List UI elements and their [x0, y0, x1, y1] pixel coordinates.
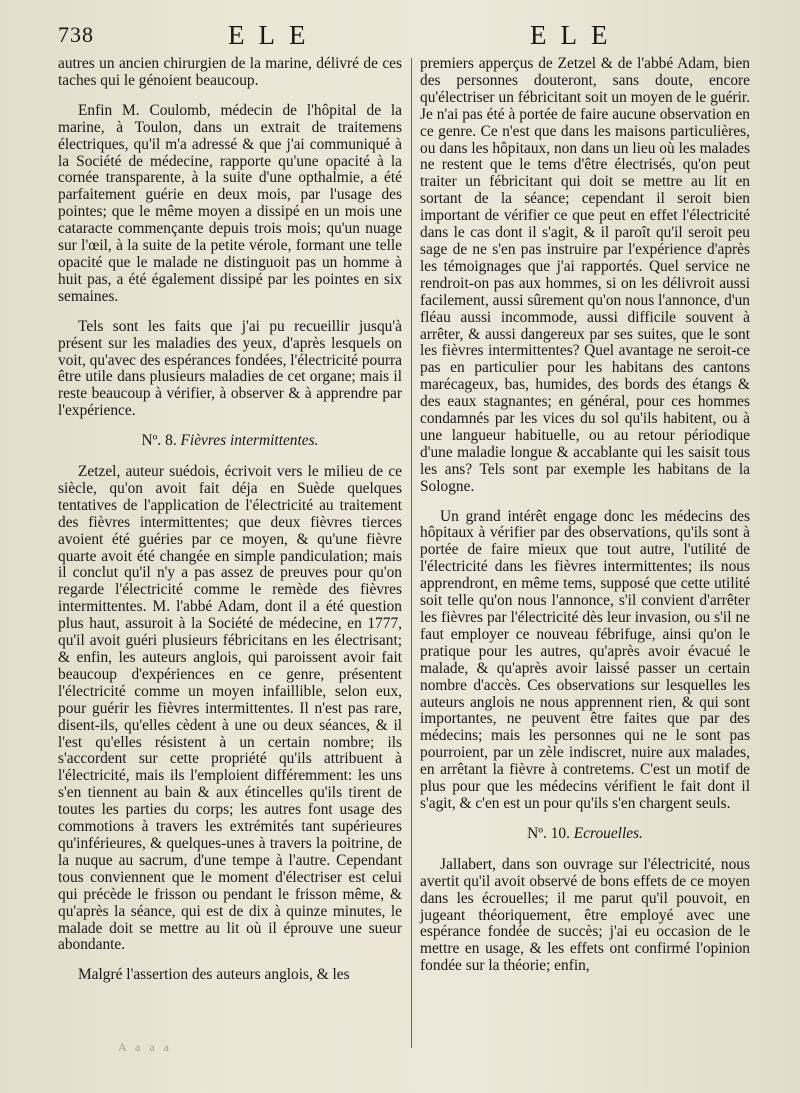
page-number: 738 [58, 22, 94, 47]
left-column [58, 56, 402, 997]
paragraph: Tels sont les faits que j'ai pu recueillir jusqu'à présent sur les maladies des yeux, d'après lesquels on voit, qu'avec des espérances fondées, l'électricité pourra être utile dans plusieurs maladies de cet organe; mais il reste beaucoup à vérifier, à observer & à apprendre par l'expérience. [58, 317, 402, 420]
column-divider [411, 58, 412, 1048]
signature-mark: A a a a [118, 1040, 172, 1054]
running-head-right: ELE [530, 20, 622, 50]
section-number: Nº. 10. [527, 824, 570, 842]
paragraph: Un grand intérêt engage donc les médecins des hôpitaux à vérifier par des observations, qu'ils sont à portée de faire mieux que tout autre, l'utilité de l'électricité dans les fièvres intermittentes; ils nous apprendront, en même tems, supposé que cette utilité soit telle qu'on nous l'annonce, s'il convient d'arrêter les fièvres par l'électricité dès leur invasion, ou s'il ne faut employer ce nouveau fébrifuge, ainsi qu'on le pratique pour les autres, qu'après avoir évacué le malade, & qu'après avoir laissé passer un certain nombre d'accès. Ces observations sur lesquelles les auteurs anglois ne nous apprennent rien, & qui sont importantes, ne peuvent être faites que par des médecins; mais les personnes qui ne le sont pas pourroient, par un zèle indiscret, nuire aux malades, en arrêtant la fièvre à contretems. C'est un motif de plus pour que les médecins vérifient le fait dont il s'agit, & c'en est un pour qu'ils s'en chargent seuls. [420, 507, 750, 812]
paragraph: Jallabert, dans son ouvrage sur l'électricité, nous avertit qu'il avoit observé de bons effets de ce moyen dans les écrouelles; il me parut qu'il pouvoit, en jugeant théoriquement, être employé avec une espérance fondée de succès; j'ai eu occasion de le mettre en usage, & les effets ont confirmé l'opinion fondée sur la théorie; enfin, [420, 855, 750, 975]
right-column [420, 56, 750, 988]
paragraph: autres un ancien chirurgien de la marine, délivré de ces taches qui le génoient beaucoup. [58, 55, 402, 89]
paragraph: premiers apperçus de Zetzel & de l'abbé Adam, bien des personnes douteront, sans doute, encore qu'électriser un fébricitant soit un moyen de le guérir. Je n'ai pas été à portée de faire aucune observation en ce genre. Ce n'est que dans les maisons particulières, ou dans les hôpitaux, non dans un lieu où les malades ne restent que le tems d'être électrisés, qu'on peut traiter un fébricitant qui doit se mettre au lit en sortant de la séance; cependant il seroit bien important de vérifier ce que peut en effet l'électricité dans le cas dont il s'agit, & il paroît qu'il seroit peu sage de ne s'en pas instruire par l'expérience d'après les témoignages que j'ai rapportés. Quel service ne rendroit-on pas aux hommes, si on les délivroit aussi facilement, aussi sûrement qu'on nous l'annonce, d'un fléau aussi incommode, aussi difficile souvent à arrêter, & aussi dangereux par ses suites, que le sont les fièvres intermittentes? Quel avantage ne seroit-ce pas en particulier pour les habitans des cantons marécageux, bas, humides, des bords des étangs & des eaux stagnantes; en général, pour ces hommes condamnés par les vices du sol qu'ils habitent, ou à une langueur habituelle, ou au retour périodique d'une maladie longue & accablante qui les saisit tous les ans? Tels sont par exemple les habitans de la Sologne. [420, 55, 750, 495]
section-title: Ecrouelles. [573, 824, 643, 842]
paragraph: Enfin M. Coulomb, médecin de l'hôpital de la marine, à Toulon, dans un extrait de traitemens électriques, qu'il m'a adressé & que j'ai communiqué à la Société de médecine, rapporte qu'une opacité à la cornée transparente, à la suite d'une opthalmie, a été parfaitement guérie en deux mois, par l'usage des pointes; que le même moyen a dissipé en un mois une cataracte commençante depuis trois mois; qu'un nuage sur l'œil, à la suite de la petite vérole, formant une telle opacité que le malade ne distinguoit pas un homme à huit pas, a été également dissipé par les pointes en six semaines. [58, 101, 402, 305]
section-heading [58, 433, 402, 450]
section-number: Nº. 8. [141, 432, 177, 450]
running-head-left: ELE [228, 20, 320, 50]
page-header [0, 18, 800, 58]
paragraph: Zetzel, auteur suédois, écrivoit vers le milieu de ce siècle, qu'on avoit fait déja en Suède quelques tentatives de l'application de l'électricité au traitement des fièvres intermittentes; que deux fièvres tierces avoient été guéries par ce moyen, & qu'une fièvre quarte avoit été changée en simple pandiculation; mais il conclut qu'il n'y a pas assez de preuves pour qu'on regarde l'électricité comme le remède des fièvres intermittentes. M. l'abbé Adam, dont il a été question plus haut, assuroit à la Société de médecine, en 1777, qu'il avoit guéri plusieurs fébricitans en les électrisant; & enfin, les auteurs anglois, qui paroissent avoir fait beaucoup d'expériences en ce genre, présentent l'électricité comme un moyen infaillible, selon eux, pour guérir les fièvres intermittentes. Il n'est pas rare, disent-ils, qu'elles cèdent à une ou deux séances, & il l'est qu'elles résistent à un certain nombre; ils s'accordent sur cette propriété qu'ils attribuent à l'électricité, mais ils l'emploient différemment: les uns s'en tiennent au bain & aux étincelles qu'ils tirent de toutes les parties du corps; les autres font usage des commotions à travers les extrémités tant supérieures qu'inférieures, & quelques-unes à travers la poitrine, de la nuque au sacrum, d'une tempe à l'autre. Cependant tous conviennent que le moment d'électriser est celui qui précède le frisson ou pendant le frisson même, & qu'après la séance, qui est de dix à quinze minutes, le malade doit se mettre au lit où il éprouve une sueur abondante. [58, 463, 402, 954]
section-title: Fièvres intermittentes. [180, 432, 319, 450]
section-heading [420, 826, 750, 843]
paragraph: Malgré l'assertion des auteurs anglois, & les [78, 966, 350, 984]
